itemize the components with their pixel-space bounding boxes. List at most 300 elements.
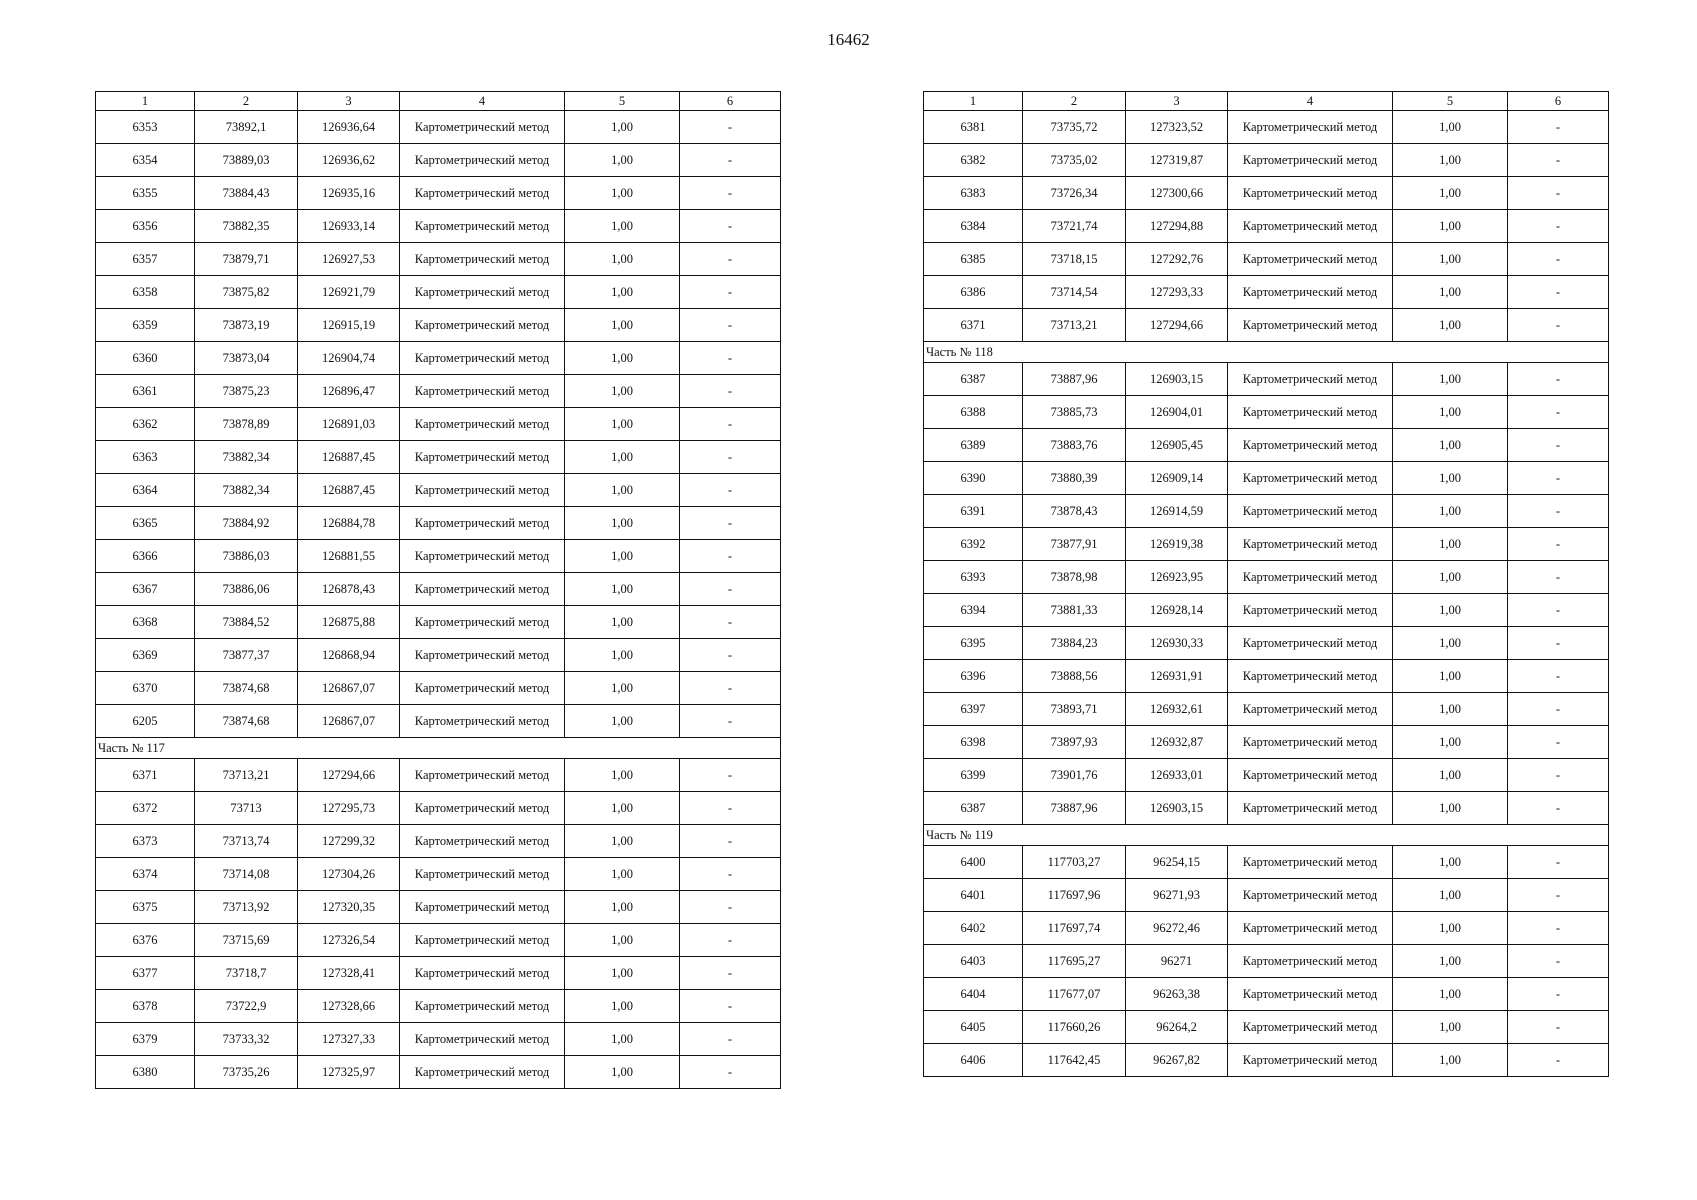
table-cell: 73877,91 — [1023, 528, 1126, 561]
table-cell: Картометрический метод — [1228, 528, 1393, 561]
table-cell: 6398 — [924, 726, 1023, 759]
table-cell: 126867,07 — [298, 705, 400, 738]
table-cell: - — [680, 111, 781, 144]
table-cell: - — [680, 792, 781, 825]
table-cell: 1,00 — [1393, 429, 1508, 462]
table-cell: 73873,04 — [195, 342, 298, 375]
table-row — [924, 945, 1609, 978]
table-cell: - — [680, 276, 781, 309]
table-cell: 6405 — [924, 1011, 1023, 1044]
column-header: 6 — [1508, 92, 1609, 111]
table-cell: - — [680, 507, 781, 540]
table-cell: 126927,53 — [298, 243, 400, 276]
table-cell: Картометрический метод — [400, 606, 565, 639]
table-cell: - — [1508, 276, 1609, 309]
table-cell: 6371 — [924, 309, 1023, 342]
table-cell: 126935,16 — [298, 177, 400, 210]
table-row — [924, 462, 1609, 495]
table-cell: 126881,55 — [298, 540, 400, 573]
table-cell: - — [1508, 879, 1609, 912]
table-row — [924, 1044, 1609, 1077]
table-cell: 117697,74 — [1023, 912, 1126, 945]
column-header: 5 — [565, 92, 680, 111]
table-cell: 6402 — [924, 912, 1023, 945]
table-cell: - — [1508, 726, 1609, 759]
table-cell: - — [680, 573, 781, 606]
table-cell: 126868,94 — [298, 639, 400, 672]
table-cell: Картометрический метод — [400, 573, 565, 606]
table-cell: 73878,89 — [195, 408, 298, 441]
table-cell: 73881,33 — [1023, 594, 1126, 627]
table-row — [96, 507, 781, 540]
table-cell: 117703,27 — [1023, 846, 1126, 879]
table-cell: 73886,06 — [195, 573, 298, 606]
table-cell: 127299,32 — [298, 825, 400, 858]
table-cell: - — [1508, 1011, 1609, 1044]
table-cell: Картометрический метод — [400, 825, 565, 858]
table-cell: Картометрический метод — [1228, 495, 1393, 528]
table-cell: - — [680, 243, 781, 276]
table-cell: 127293,33 — [1126, 276, 1228, 309]
table-cell: 6394 — [924, 594, 1023, 627]
table-cell: 126875,88 — [298, 606, 400, 639]
table-row — [924, 978, 1609, 1011]
table-cell: 6358 — [96, 276, 195, 309]
table-cell: 6354 — [96, 144, 195, 177]
table-cell: 126903,15 — [1126, 363, 1228, 396]
table-cell: - — [1508, 111, 1609, 144]
table-row — [96, 342, 781, 375]
table-cell: - — [1508, 144, 1609, 177]
table-row — [924, 1011, 1609, 1044]
table-cell: 1,00 — [1393, 528, 1508, 561]
table-cell: 96271,93 — [1126, 879, 1228, 912]
table-cell: 6373 — [96, 825, 195, 858]
table-row — [924, 912, 1609, 945]
table-cell: 1,00 — [565, 177, 680, 210]
table-cell: 1,00 — [1393, 912, 1508, 945]
table-cell: 6401 — [924, 879, 1023, 912]
table-cell: 73726,34 — [1023, 177, 1126, 210]
table-cell: 73714,54 — [1023, 276, 1126, 309]
part-heading: Часть № 117 — [96, 738, 781, 759]
table-cell: 126887,45 — [298, 474, 400, 507]
table-cell: 126878,43 — [298, 573, 400, 606]
table-cell: 117677,07 — [1023, 978, 1126, 1011]
table-cell: Картометрический метод — [1228, 210, 1393, 243]
table-cell: Картометрический метод — [400, 111, 565, 144]
table-row — [924, 276, 1609, 309]
table-cell: 6364 — [96, 474, 195, 507]
table-cell: 1,00 — [1393, 1011, 1508, 1044]
table-cell: 1,00 — [565, 507, 680, 540]
table-cell: 73713,74 — [195, 825, 298, 858]
table-cell: - — [680, 1056, 781, 1089]
table-row — [924, 660, 1609, 693]
table-cell: 126887,45 — [298, 441, 400, 474]
table-cell: 6382 — [924, 144, 1023, 177]
table-cell: 1,00 — [565, 759, 680, 792]
table-cell: 1,00 — [1393, 276, 1508, 309]
table-cell: Картометрический метод — [1228, 726, 1393, 759]
table-cell: - — [1508, 177, 1609, 210]
table-cell: 1,00 — [565, 309, 680, 342]
table-cell: Картометрический метод — [400, 990, 565, 1023]
table-cell: 1,00 — [565, 639, 680, 672]
table-cell: Картометрический метод — [1228, 792, 1393, 825]
table-cell: 73873,19 — [195, 309, 298, 342]
table-cell: Картометрический метод — [1228, 177, 1393, 210]
part-heading: Часть № 119 — [924, 825, 1609, 846]
table-cell: 1,00 — [1393, 978, 1508, 1011]
column-header: 2 — [195, 92, 298, 111]
table-cell: Картометрический метод — [400, 891, 565, 924]
table-cell: 127292,76 — [1126, 243, 1228, 276]
table-cell: 6372 — [96, 792, 195, 825]
table-cell: - — [680, 342, 781, 375]
table-cell: 6362 — [96, 408, 195, 441]
table-cell: Картометрический метод — [400, 276, 565, 309]
table-cell: 73878,98 — [1023, 561, 1126, 594]
table-cell: 73901,76 — [1023, 759, 1126, 792]
table-cell: - — [1508, 363, 1609, 396]
table-cell: Картометрический метод — [1228, 594, 1393, 627]
table-row — [924, 726, 1609, 759]
table-row — [96, 639, 781, 672]
table-cell: 1,00 — [565, 111, 680, 144]
table-cell: 96272,46 — [1126, 912, 1228, 945]
table-row — [96, 891, 781, 924]
table-cell: 1,00 — [565, 990, 680, 1023]
part-heading-row — [96, 738, 781, 759]
table-cell: 126867,07 — [298, 672, 400, 705]
table-cell: Картометрический метод — [1228, 879, 1393, 912]
table-cell: Картометрический метод — [400, 375, 565, 408]
table-cell: 6389 — [924, 429, 1023, 462]
table-cell: 127294,66 — [1126, 309, 1228, 342]
table-cell: 126931,91 — [1126, 660, 1228, 693]
left-coordinates-table — [95, 91, 781, 1089]
table-cell: 73878,43 — [1023, 495, 1126, 528]
table-cell: 73718,7 — [195, 957, 298, 990]
table-cell: - — [1508, 759, 1609, 792]
table-cell: - — [1508, 693, 1609, 726]
table-cell: 6403 — [924, 945, 1023, 978]
column-header: 2 — [1023, 92, 1126, 111]
table-cell: 73884,52 — [195, 606, 298, 639]
part-heading-row — [924, 825, 1609, 846]
table-cell: 1,00 — [1393, 726, 1508, 759]
table-cell: 1,00 — [1393, 660, 1508, 693]
table-cell: 73897,93 — [1023, 726, 1126, 759]
table-cell: 6392 — [924, 528, 1023, 561]
table-cell: 1,00 — [1393, 594, 1508, 627]
table-cell: 6371 — [96, 759, 195, 792]
column-header: 1 — [924, 92, 1023, 111]
table-cell: Картометрический метод — [400, 792, 565, 825]
table-cell: 127294,66 — [298, 759, 400, 792]
table-cell: 1,00 — [565, 858, 680, 891]
table-cell: 126905,45 — [1126, 429, 1228, 462]
table-row — [924, 594, 1609, 627]
table-cell: 73735,26 — [195, 1056, 298, 1089]
table-row — [924, 759, 1609, 792]
table-cell: Картометрический метод — [400, 672, 565, 705]
table-cell: 126904,74 — [298, 342, 400, 375]
table-cell: 126904,01 — [1126, 396, 1228, 429]
table-cell: 127294,88 — [1126, 210, 1228, 243]
table-cell: 6391 — [924, 495, 1023, 528]
table-cell: 1,00 — [565, 672, 680, 705]
table-cell: 73884,23 — [1023, 627, 1126, 660]
table-cell: 73714,08 — [195, 858, 298, 891]
table-cell: Картометрический метод — [400, 210, 565, 243]
table-cell: Картометрический метод — [400, 144, 565, 177]
table-cell: 6384 — [924, 210, 1023, 243]
table-row — [96, 474, 781, 507]
table-cell: 127300,66 — [1126, 177, 1228, 210]
table-cell: 1,00 — [565, 540, 680, 573]
table-row — [96, 177, 781, 210]
table-row — [96, 672, 781, 705]
table-cell: 126936,62 — [298, 144, 400, 177]
table-row — [924, 309, 1609, 342]
table-cell: 73875,82 — [195, 276, 298, 309]
table-cell: Картометрический метод — [400, 639, 565, 672]
table-cell: Картометрический метод — [1228, 309, 1393, 342]
table-row — [96, 606, 781, 639]
table-cell: Картометрический метод — [400, 1056, 565, 1089]
table-cell: Картометрический метод — [400, 540, 565, 573]
table-cell: - — [680, 639, 781, 672]
column-header: 6 — [680, 92, 781, 111]
table-cell: 117660,26 — [1023, 1011, 1126, 1044]
table-cell: Картометрический метод — [1228, 912, 1393, 945]
table-cell: 1,00 — [1393, 879, 1508, 912]
table-cell: Картометрический метод — [1228, 429, 1393, 462]
table-cell: 127328,66 — [298, 990, 400, 1023]
table-cell: Картометрический метод — [1228, 1044, 1393, 1077]
table-cell: 73715,69 — [195, 924, 298, 957]
table-cell: - — [680, 540, 781, 573]
table-cell: 6399 — [924, 759, 1023, 792]
table-cell: 1,00 — [1393, 759, 1508, 792]
table-cell: 96263,38 — [1126, 978, 1228, 1011]
table-cell: 1,00 — [565, 210, 680, 243]
table-cell: 73718,15 — [1023, 243, 1126, 276]
table-cell: 96264,2 — [1126, 1011, 1228, 1044]
table-cell: 1,00 — [1393, 561, 1508, 594]
part-heading: Часть № 118 — [924, 342, 1609, 363]
table-cell: 96267,82 — [1126, 1044, 1228, 1077]
table-cell: 6355 — [96, 177, 195, 210]
table-cell: 127320,35 — [298, 891, 400, 924]
table-cell: - — [680, 924, 781, 957]
table-cell: 1,00 — [565, 276, 680, 309]
table-cell: Картометрический метод — [1228, 276, 1393, 309]
table-cell: 6381 — [924, 111, 1023, 144]
table-cell: 6353 — [96, 111, 195, 144]
table-cell: - — [1508, 396, 1609, 429]
table-row — [924, 528, 1609, 561]
table-cell: 127326,54 — [298, 924, 400, 957]
table-cell: - — [680, 144, 781, 177]
table-cell: 6378 — [96, 990, 195, 1023]
table-cell: - — [1508, 912, 1609, 945]
table-cell: 127328,41 — [298, 957, 400, 990]
table-cell: - — [680, 375, 781, 408]
table-cell: 6396 — [924, 660, 1023, 693]
table-cell: 6366 — [96, 540, 195, 573]
table-cell: 1,00 — [565, 705, 680, 738]
table-cell: 127325,97 — [298, 1056, 400, 1089]
table-cell: 126903,15 — [1126, 792, 1228, 825]
table-cell: 6379 — [96, 1023, 195, 1056]
table-cell: 1,00 — [565, 825, 680, 858]
table-cell: 73892,1 — [195, 111, 298, 144]
table-cell: 73722,9 — [195, 990, 298, 1023]
table-cell: 1,00 — [1393, 627, 1508, 660]
table-cell: 73877,37 — [195, 639, 298, 672]
table-cell: Картометрический метод — [1228, 363, 1393, 396]
table-cell: 127327,33 — [298, 1023, 400, 1056]
table-cell: 73713,92 — [195, 891, 298, 924]
table-cell: - — [680, 825, 781, 858]
table-cell: - — [680, 309, 781, 342]
table-row — [96, 111, 781, 144]
table-row — [96, 759, 781, 792]
table-cell: - — [680, 957, 781, 990]
table-row — [96, 309, 781, 342]
table-cell: - — [680, 210, 781, 243]
table-row — [924, 243, 1609, 276]
table-cell: 117642,45 — [1023, 1044, 1126, 1077]
table-cell: 126884,78 — [298, 507, 400, 540]
table-cell: 6385 — [924, 243, 1023, 276]
table-cell: 1,00 — [565, 792, 680, 825]
table-cell: 1,00 — [565, 474, 680, 507]
table-cell: 1,00 — [565, 144, 680, 177]
table-cell: 1,00 — [565, 342, 680, 375]
table-cell: 73885,73 — [1023, 396, 1126, 429]
table-cell: - — [1508, 660, 1609, 693]
table-cell: 73887,96 — [1023, 363, 1126, 396]
table-cell: 1,00 — [1393, 846, 1508, 879]
table-cell: 126914,59 — [1126, 495, 1228, 528]
table-cell: - — [1508, 627, 1609, 660]
table-cell: 6368 — [96, 606, 195, 639]
right-coordinates-table — [923, 91, 1609, 1077]
table-cell: 126928,14 — [1126, 594, 1228, 627]
table-cell: - — [680, 990, 781, 1023]
table-cell: 6397 — [924, 693, 1023, 726]
table-cell: 126919,38 — [1126, 528, 1228, 561]
table-row — [96, 243, 781, 276]
table-cell: 6361 — [96, 375, 195, 408]
table-cell: 6390 — [924, 462, 1023, 495]
table-cell: Картометрический метод — [400, 441, 565, 474]
table-cell: 73893,71 — [1023, 693, 1126, 726]
table-cell: Картометрический метод — [400, 1023, 565, 1056]
table-cell: 6360 — [96, 342, 195, 375]
table-cell: 6400 — [924, 846, 1023, 879]
table-cell: Картометрический метод — [1228, 693, 1393, 726]
table-cell: 1,00 — [1393, 111, 1508, 144]
table-cell: - — [1508, 528, 1609, 561]
table-row — [924, 210, 1609, 243]
table-cell: 6375 — [96, 891, 195, 924]
column-header: 4 — [1228, 92, 1393, 111]
table-row — [924, 177, 1609, 210]
table-row — [96, 858, 781, 891]
table-cell: 73713,21 — [195, 759, 298, 792]
table-cell: 6380 — [96, 1056, 195, 1089]
page-number: 16462 — [827, 30, 870, 49]
table-row — [96, 990, 781, 1023]
table-cell: Картометрический метод — [1228, 627, 1393, 660]
table-cell: Картометрический метод — [1228, 111, 1393, 144]
table-cell: 1,00 — [565, 1023, 680, 1056]
table-cell: 1,00 — [565, 408, 680, 441]
table-cell: Картометрический метод — [400, 342, 565, 375]
table-row — [924, 561, 1609, 594]
table-row — [96, 375, 781, 408]
table-cell: - — [1508, 495, 1609, 528]
table-cell: 126932,61 — [1126, 693, 1228, 726]
table-row — [924, 396, 1609, 429]
table-cell: 73735,02 — [1023, 144, 1126, 177]
table-cell: Картометрический метод — [400, 177, 565, 210]
table-cell: 73886,03 — [195, 540, 298, 573]
table-cell: Картометрический метод — [400, 858, 565, 891]
column-header: 4 — [400, 92, 565, 111]
table-cell: 127323,52 — [1126, 111, 1228, 144]
table-cell: 126896,47 — [298, 375, 400, 408]
table-cell: - — [1508, 945, 1609, 978]
table-cell: 6387 — [924, 363, 1023, 396]
table-cell: 6359 — [96, 309, 195, 342]
table-cell: - — [1508, 792, 1609, 825]
table-cell: 6357 — [96, 243, 195, 276]
table-row — [96, 1023, 781, 1056]
table-cell: 126932,87 — [1126, 726, 1228, 759]
table-cell: 6388 — [924, 396, 1023, 429]
table-cell: 6383 — [924, 177, 1023, 210]
table-row — [924, 144, 1609, 177]
table-cell: 117695,27 — [1023, 945, 1126, 978]
table-cell: Картометрический метод — [1228, 978, 1393, 1011]
part-heading-row — [924, 342, 1609, 363]
table-cell: 96271 — [1126, 945, 1228, 978]
table-row — [96, 924, 781, 957]
table-cell: 73882,34 — [195, 474, 298, 507]
table-cell: - — [680, 177, 781, 210]
table-cell: - — [1508, 1044, 1609, 1077]
table-row — [924, 792, 1609, 825]
table-cell: 73884,92 — [195, 507, 298, 540]
table-cell: 1,00 — [1393, 396, 1508, 429]
column-header: 3 — [1126, 92, 1228, 111]
table-cell: 73713,21 — [1023, 309, 1126, 342]
table-cell: 6404 — [924, 978, 1023, 1011]
table-cell: 73735,72 — [1023, 111, 1126, 144]
table-cell: Картометрический метод — [1228, 1011, 1393, 1044]
table-cell: Картометрический метод — [1228, 945, 1393, 978]
table-cell: 127319,87 — [1126, 144, 1228, 177]
table-cell: Картометрический метод — [1228, 759, 1393, 792]
table-row — [96, 210, 781, 243]
table-cell: 73889,03 — [195, 144, 298, 177]
